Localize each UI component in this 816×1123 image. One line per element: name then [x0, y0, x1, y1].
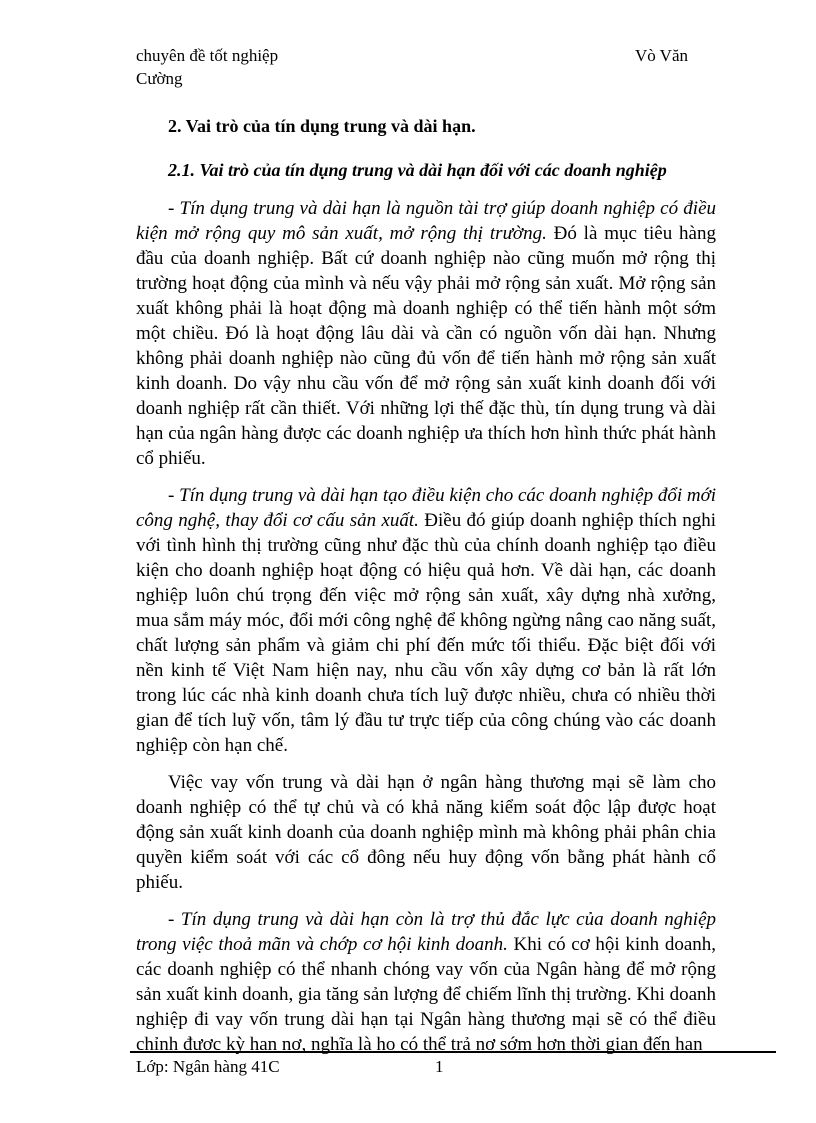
paragraph-lead-italic: - Tín dụng trung và dài hạn tạo điều kiện cho các doanh nghiệp đổi mới công nghệ, thay đổi cơ cấu sản xuất.	[136, 485, 716, 531]
footer-class-label: Lớp: Ngân hàng 41C	[136, 1057, 280, 1076]
section-heading: 2. Vai trò của tín dụng trung và dài hạn.	[168, 116, 476, 136]
paragraph-text: Đó là mục tiêu hàng đầu của doanh nghiệp. Bất cứ doanh nghiệp nào cũng muốn mở rộng thị trường hoạt động của mình và nếu vậy phải mở rộng sản xuất. Mở rộng sản xuất không phải là hoạt động mà doanh nghiệp có thể tiến hành một sớm một chiều. Đó là hoạt động lâu dài và cần có nguồn vốn dài hạn. Nhưng không phải doanh nghiệp nào cũng đủ vốn để tiến hành mở rộng sản xuất kinh doanh. Do vậy nhu cầu vốn để mở rộng sản xuất kinh doanh đối với doanh nghiệp rất cần thiết. Với những lợi thế đặc thù, tín dụng trung và dài hạn của ngân hàng được các doanh nghiệp ưa thích hơn hình thức phát hành cổ phiếu.	[136, 223, 716, 469]
paragraph-lead-italic: - Tín dụng trung và dài hạn là nguồn tài trợ giúp doanh nghiệp có điều kiện mở rộng quy mô sản xuất, mở rộng thị trường.	[136, 198, 716, 244]
paragraph-text: Khi có cơ hội kinh doanh, các doanh nghiệp có thể nhanh chóng vay vốn của Ngân hàng để mở rộng sản xuất kinh doanh, gia tăng sản lượng để chiếm lĩnh thị trường. Khi doanh nghiệp đi vay vốn trung dài hạn tại Ngân hàng thương mại sẽ có thể điều chỉnh được kỳ hạn nợ, nghĩa là họ có thể trả nợ sớm hơn thời gian đến hạn	[136, 934, 717, 1055]
paragraph	[136, 196, 716, 471]
page-footer	[130, 1051, 776, 1078]
page-header	[136, 44, 716, 67]
paragraph-lead-italic: - Tín dụng trung và dài hạn còn là trợ thủ đắc lực của doanh nghiệp trong việc thoả mãn và chớp cơ hội kinh doanh.	[136, 909, 716, 955]
paragraph	[136, 770, 716, 895]
paragraph-text: Việc vay vốn trung và dài hạn ở ngân hàng thương mại sẽ làm cho doanh nghiệp có thể tự chủ và có khả năng kiểm soát độc lập được hoạt động sản xuất kinh doanh của doanh nghiệp mình mà không phải phân chia quyền kiểm soát với các cổ đông nếu huy động vốn bằng phát hành cổ phiếu.	[136, 772, 716, 893]
subsection-heading: 2.1. Vai trò của tín dụng trung và dài hạn đối với các doanh nghiệp	[168, 160, 667, 180]
paragraph	[136, 483, 716, 758]
paragraph	[136, 907, 716, 1057]
footer-content	[130, 1053, 776, 1078]
header-author-name-wrapped: Cường	[136, 69, 183, 88]
header-document-title: chuyên đề tốt nghiệp	[136, 46, 279, 65]
header-author-name: Vò Văn	[634, 46, 688, 65]
paragraph-text: Điều đó giúp doanh nghiệp thích nghi với tình hình thị trường cũng như đặc thù của chính doanh nghiệp tạo điều kiện cho doanh nghiệp hoạt động có hiệu quả hơn. Về dài hạn, các doanh nghiệp luôn chú trọng đến việc mở rộng sản xuất, xây dựng nhà xưởng, mua sắm máy móc, đổi mới công nghệ để không ngừng nâng cao năng suất, chất lượng sản phẩm và giảm chi phí đến mức tối thiểu. Đặc biệt đối với nền kinh tế Việt Nam hiện nay, nhu cầu vốn xây dựng cơ bản là rất lớn trong lúc các nhà kinh doanh chưa tích luỹ được nhiều, chưa có nhiều thời gian để tích luỹ vốn, tâm lý đầu tư trực tiếp của công chúng vào các doanh nghiệp còn hạn chế.	[136, 510, 716, 756]
page-number: 1	[435, 1057, 444, 1076]
